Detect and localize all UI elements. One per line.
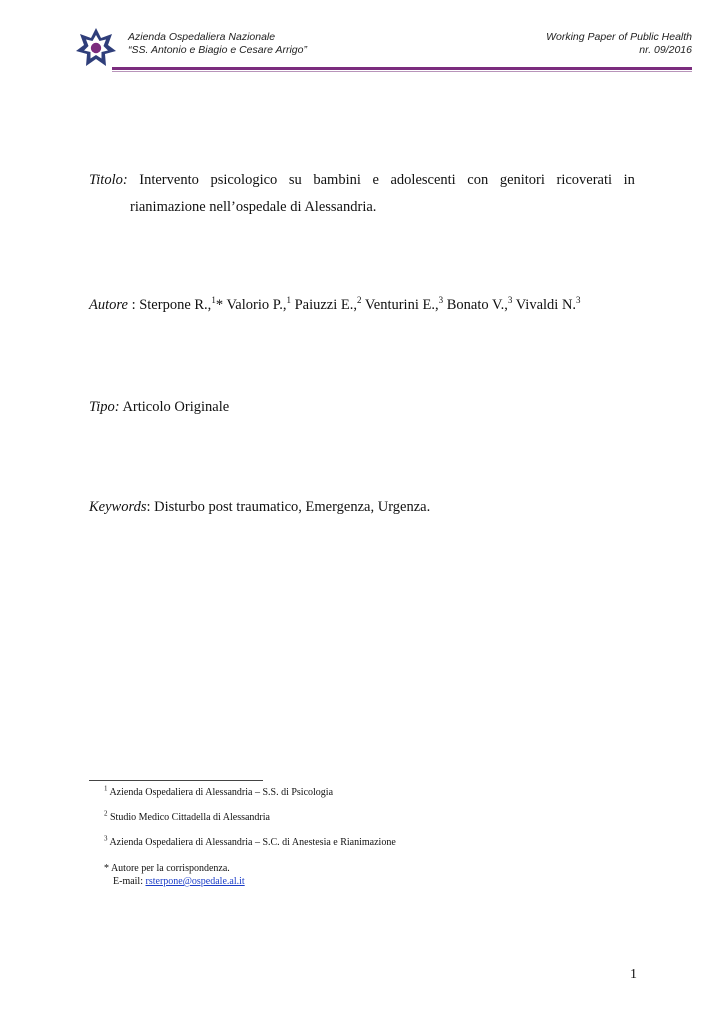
author-name: Valorio P., [226, 297, 287, 313]
article-type-value: Articolo Originale [119, 399, 230, 415]
title-word: in [623, 172, 635, 188]
author-name: Bonato V., [446, 297, 508, 313]
title-word: adolescenti [390, 172, 456, 188]
footnote-text: Azienda Ospedaliera di Alessandria – S.S. di Psicologia [107, 787, 334, 798]
title-line1 [89, 167, 635, 194]
footnote-divider [89, 780, 263, 781]
author-name: : Sterpone R., [131, 297, 212, 313]
email-label: E-mail: [113, 876, 146, 887]
title-line2: rianimazione nell’ospedale di Alessandria. [130, 199, 377, 215]
author-affiliation-mark: 3 [438, 295, 444, 306]
author-affiliation-mark: 3 [507, 295, 513, 306]
author-affiliation-mark: 3 [576, 295, 581, 306]
header-series-line2: nr. 09/2016 [639, 44, 692, 56]
footnote-1 [104, 786, 333, 799]
title-word: psicologico [210, 172, 278, 188]
title-word: con [467, 172, 489, 188]
title-word: genitori [499, 172, 545, 188]
title-word: bambini [313, 172, 361, 188]
article-type-label: Tipo: [89, 399, 120, 415]
correspondence-line: * Autore per la corrispondenza. [104, 863, 230, 874]
title-word: su [288, 172, 302, 188]
title-word: e [372, 172, 379, 188]
author-name: Vivaldi N. [515, 297, 577, 313]
header-organization [128, 31, 307, 57]
title-word: ricoverati [556, 172, 613, 188]
title-word: Intervento [139, 172, 199, 188]
header-divider [112, 67, 692, 70]
title-block [89, 167, 635, 221]
header-org-line2: “SS. Antonio e Biagio e Cesare Arrigo” [128, 44, 307, 56]
authors-label: Autore [89, 297, 128, 313]
footnote-mark: 2 [104, 809, 108, 818]
keywords-value: : Disturbo post traumatico, Emergenza, Urgenza. [146, 499, 431, 515]
hospital-star-logo-icon [74, 26, 118, 70]
footnote-3 [104, 836, 396, 849]
author-name: Venturini E., [364, 297, 439, 313]
authors-line [89, 292, 581, 319]
author-separator: * [215, 297, 227, 313]
author-name: Paiuzzi E., [294, 297, 358, 313]
keywords [89, 494, 430, 521]
footnote-mark: 1 [104, 784, 108, 793]
footnote-mark: 3 [104, 834, 108, 843]
header-series-line1: Working Paper of Public Health [546, 31, 692, 43]
author-affiliation-mark: 1 [211, 295, 216, 306]
header-org-line1: Azienda Ospedaliera Nazionale [128, 31, 276, 43]
footnote-2 [104, 811, 270, 824]
header-divider-thin [112, 71, 692, 72]
correspondence-note [104, 862, 245, 888]
page-number: 1 [630, 967, 637, 982]
keywords-label: Keywords [89, 499, 147, 515]
author-affiliation-mark: 2 [357, 295, 362, 306]
correspondence-email-line [104, 875, 245, 888]
header-series [546, 31, 692, 57]
email-link[interactable]: rsterpone@ospedale.al.it [145, 876, 245, 887]
title-label: Titolo: [89, 172, 128, 188]
footnote-text: Azienda Ospedaliera di Alessandria – S.C. di Anestesia e Rianimazione [107, 837, 396, 848]
footnote-text: Studio Medico Cittadella di Alessandria [107, 812, 270, 823]
article-type [89, 394, 229, 421]
author-affiliation-mark: 1 [286, 295, 291, 306]
